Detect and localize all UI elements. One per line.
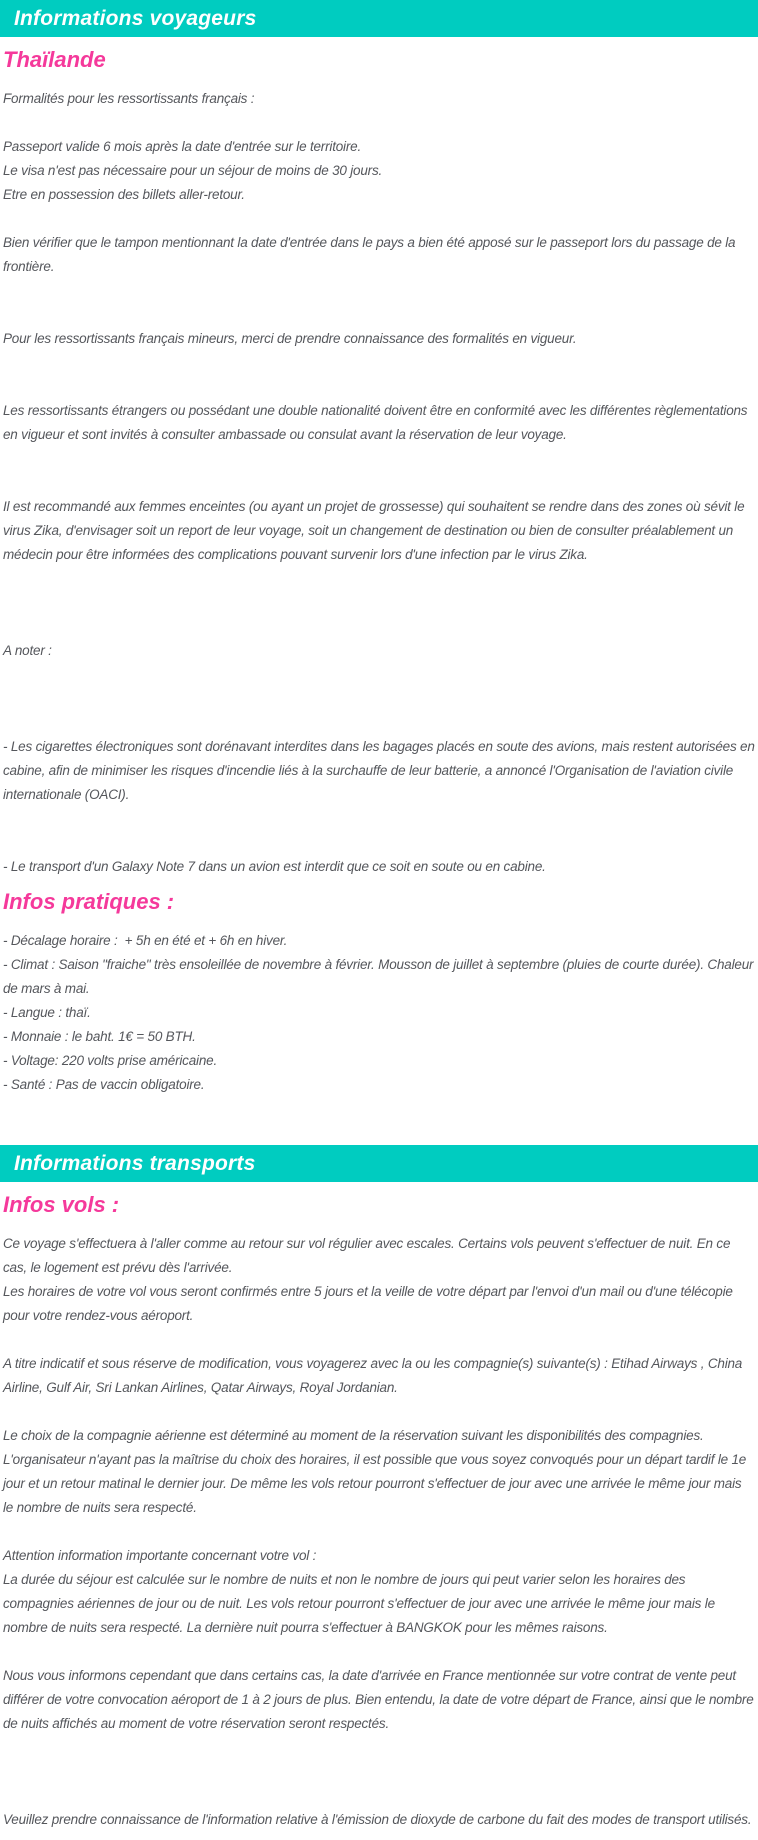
- blank-line: [0, 663, 758, 687]
- paragraph-line: - Le transport d'un Galaxy Note 7 dans un avion est interdit que ce soit en soute ou en cabine.: [3, 859, 546, 874]
- blank-line: [0, 1784, 758, 1808]
- section-banner: [0, 0, 758, 37]
- blank-line: [0, 687, 758, 711]
- paragraph-line: A noter :: [3, 643, 52, 658]
- paragraph-line: Les ressortissants étrangers ou possédant une double nationalité doivent être en conformité avec les différentes règlementations en vigueur et sont invités à consulter ambassade ou consulat avant la réservation de leur voyage.: [3, 403, 751, 442]
- blank-line: [0, 1400, 758, 1424]
- blank-line: [0, 279, 758, 303]
- paragraph-line: Bien vérifier que le tampon mentionnant la date d'entrée dans le pays a bien été apposé sur le passeport lors du passage de la frontière.: [3, 235, 739, 274]
- blank-line: [0, 615, 758, 639]
- paragraph-line: Nous vous informons cependant que dans certains cas, la date d'arrivée en France mentionnée sur votre contrat de vente peut différer de votre convocation aéroport de 1 à 2 jours de plus. Bien entendu, la date de votre départ de France, ainsi que le nombre de nuits affichés au moment de votre réservation seront respectés.: [3, 1668, 758, 1731]
- section-banner: [0, 1145, 758, 1182]
- blank-line: [0, 111, 758, 135]
- paragraph-line: Le choix de la compagnie aérienne est déterminé au moment de la réservation suivant les disponibilités des compagnies. L'organisateur n'ayant pas la maîtrise du choix des horaires, il est possible que vous soyez convoqués pour un départ tardif le 1e jour et un retour matinal le dernier jour. De même les vols retour pourront s'effectuer de jour avec une arrivée le même jour mais le nombre de nuits sera respecté.: [3, 1428, 750, 1515]
- blank-line: [0, 1736, 758, 1760]
- blank-line: [0, 591, 758, 615]
- paragraph-line: Attention information importante concernant votre vol :: [3, 1548, 317, 1563]
- blank-line: [0, 447, 758, 471]
- paragraph-line: A titre indicatif et sous réserve de modification, vous voyagerez avec la ou les compagnie(s) suivante(s) : Etihad Airways , China Airline, Gulf Air, Sri Lankan Airlines, Qatar Airways, Royal Jordanian.: [3, 1356, 746, 1395]
- blank-line: [0, 351, 758, 375]
- paragraph-line: - Santé : Pas de vaccin obligatoire.: [3, 1077, 205, 1092]
- subsection-heading: Thaïlande: [3, 47, 106, 72]
- blank-line: [0, 567, 758, 591]
- paragraph-line: Le visa n'est pas nécessaire pour un séjour de moins de 30 jours.: [3, 163, 383, 178]
- blank-line: [0, 831, 758, 855]
- section-banner-title: Informations transports: [14, 1152, 256, 1175]
- paragraph-line: La durée du séjour est calculée sur le nombre de nuits et non le nombre de jours qui peut varier selon les horaires des compagnies aériennes de jour ou de nuit. Les vols retour pourront s'effectuer de jour avec une arrivée le même jour mais le nombre de nuits sera respecté. La dernière nuit pourra s'effectuer à BANGKOK pour les mêmes raisons.: [3, 1572, 719, 1635]
- blank-line: [0, 1328, 758, 1352]
- paragraph-line: Les horaires de votre vol vous seront confirmés entre 5 jours et la veille de votre départ par l'envoi d'un mail ou d'une télécopie pour votre rendez-vous aéroport.: [3, 1284, 737, 1323]
- blank-line: [0, 711, 758, 735]
- paragraph-line: - Décalage horaire : + 5h en été et + 6h en hiver.: [3, 933, 288, 948]
- paragraph-line: - Monnaie : le baht. 1€ = 50 BTH.: [3, 1029, 196, 1044]
- paragraph-line: Veuillez prendre connaissance de l'information relative à l'émission de dioxyde de carbone du fait des modes de transport utilisés.: [3, 1812, 752, 1827]
- blank-line: [0, 1760, 758, 1784]
- subsection-heading: Infos vols :: [3, 1192, 120, 1217]
- paragraph-line: - Voltage: 220 volts prise américaine.: [3, 1053, 218, 1068]
- paragraph-line: Passeport valide 6 mois après la date d'entrée sur le territoire.: [3, 139, 362, 154]
- blank-line: [0, 375, 758, 399]
- paragraph-line: Il est recommandé aux femmes enceintes (ou ayant un projet de grossesse) qui souhaitent se rendre dans des zones où sévit le virus Zika, d'envisager soit un report de leur voyage, soit un changement de destination ou bien de consulter préalablement un médecin pour être informées des complications pouvant survenir lors d'une infection par le virus Zika.: [3, 499, 748, 562]
- blank-line: [0, 1640, 758, 1664]
- blank-line: [0, 1097, 758, 1121]
- blank-line: [0, 471, 758, 495]
- subsection-heading: Infos pratiques :: [3, 889, 175, 914]
- paragraph-line: Formalités pour les ressortissants français :: [3, 91, 255, 106]
- paragraph-line: Pour les ressortissants français mineurs, merci de prendre connaissance des formalités en vigueur.: [3, 331, 577, 346]
- blank-line: [0, 1121, 758, 1145]
- paragraph-line: Ce voyage s'effectuera à l'aller comme au retour sur vol régulier avec escales. Certains vols peuvent s'effectuer de nuit. En ce cas, le logement est prévu dès l'arrivée.: [3, 1236, 734, 1275]
- paragraph-line: Etre en possession des billets aller-retour.: [3, 187, 245, 202]
- paragraph-line: - Les cigarettes électroniques sont dorénavant interdites dans les bagages placés en soute des avions, mais restent autorisées en cabine, afin de minimiser les risques d'incendie liés à la surchauffe de leur batterie, a annoncé l'Organisation de l'aviation civile internationale (OACI).: [3, 739, 758, 802]
- paragraph-line: - Climat : Saison "fraiche" très ensoleillée de novembre à février. Mousson de juillet à septembre (pluies de courte durée). Chaleur de mars à mai.: [3, 957, 757, 996]
- section-banner-title: Informations voyageurs: [14, 7, 257, 30]
- blank-line: [0, 807, 758, 831]
- blank-line: [0, 303, 758, 327]
- blank-line: [0, 1520, 758, 1544]
- paragraph-line: - Langue : thaï.: [3, 1005, 91, 1020]
- blank-line: [0, 207, 758, 231]
